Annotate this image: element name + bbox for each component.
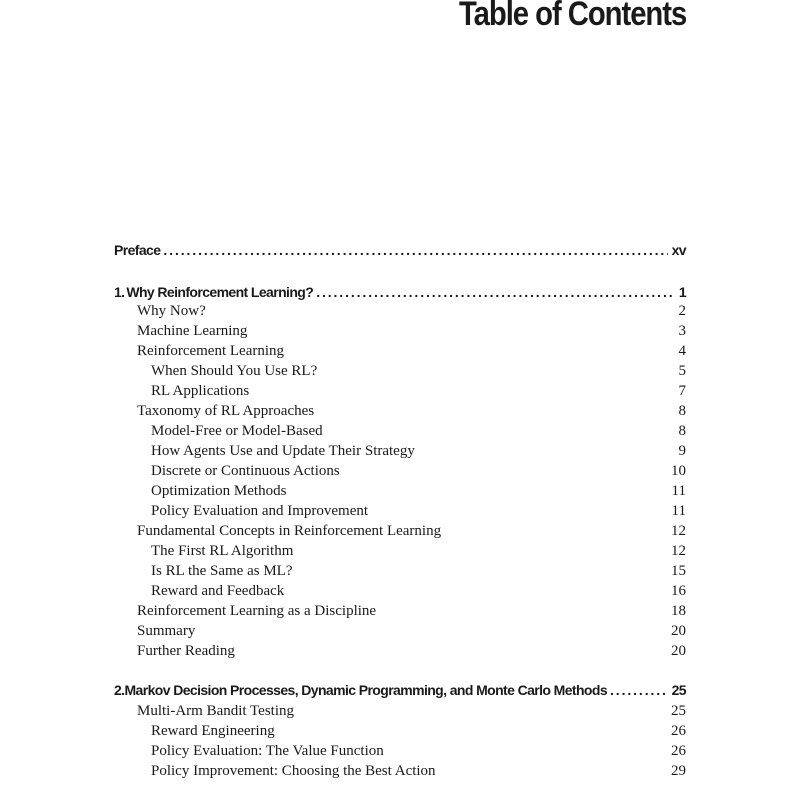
toc-subsection[interactable] bbox=[114, 721, 686, 741]
subsection-title: Policy Evaluation and Improvement bbox=[151, 503, 369, 519]
dot-leader bbox=[163, 240, 667, 260]
dot-leader bbox=[610, 680, 668, 700]
toc-page-number: 7 bbox=[678, 383, 686, 399]
section-title: Fundamental Concepts in Reinforcement Learning bbox=[137, 523, 442, 539]
toc-page-number: 10 bbox=[671, 463, 686, 479]
toc-page-number: 25 bbox=[671, 682, 686, 698]
subsection-title: When Should You Use RL? bbox=[151, 363, 318, 379]
toc-page-number: 25 bbox=[671, 703, 686, 719]
subsection-title: Policy Improvement: Choosing the Best Action bbox=[151, 763, 436, 779]
toc-page-number: 15 bbox=[671, 563, 686, 579]
toc-page-number: 16 bbox=[671, 583, 686, 599]
toc-section[interactable] bbox=[114, 641, 686, 661]
toc-preface[interactable] bbox=[114, 240, 686, 260]
toc-page-number: 1 bbox=[678, 284, 686, 300]
subsection-title: RL Applications bbox=[151, 383, 250, 399]
dot-leader bbox=[316, 282, 675, 302]
subsection-title: Reward and Feedback bbox=[151, 583, 285, 599]
toc-page-number: 5 bbox=[678, 363, 686, 379]
toc-subsection[interactable] bbox=[114, 381, 686, 401]
toc-page-number: 3 bbox=[678, 323, 686, 339]
section-title: Taxonomy of RL Approaches bbox=[137, 403, 315, 419]
toc-section[interactable] bbox=[114, 701, 686, 721]
toc-page-number: 9 bbox=[678, 443, 686, 459]
toc-page-number: 8 bbox=[678, 423, 686, 439]
subsection-title: Policy Evaluation: The Value Function bbox=[151, 743, 384, 759]
toc-chapter[interactable] bbox=[114, 680, 686, 700]
toc-entry-title: Preface bbox=[114, 242, 161, 258]
subsection-title: Discrete or Continuous Actions bbox=[151, 463, 340, 479]
toc-page-number: 20 bbox=[671, 623, 686, 639]
toc-section[interactable] bbox=[114, 401, 686, 421]
section-title: Summary bbox=[137, 623, 196, 639]
toc-subsection[interactable] bbox=[114, 441, 686, 461]
toc-section[interactable] bbox=[114, 321, 686, 341]
section-title: Machine Learning bbox=[137, 323, 248, 339]
subsection-title: Is RL the Same as ML? bbox=[151, 563, 293, 579]
toc-subsection[interactable] bbox=[114, 421, 686, 441]
toc-subsection[interactable] bbox=[114, 461, 686, 481]
toc-chapter[interactable] bbox=[114, 282, 686, 302]
toc-page-number: 26 bbox=[671, 743, 686, 759]
toc-page-number: 26 bbox=[671, 723, 686, 739]
chapter-number: 1. bbox=[114, 284, 125, 300]
toc-subsection[interactable] bbox=[114, 541, 686, 561]
toc-section[interactable] bbox=[114, 301, 686, 321]
toc-page-number: 12 bbox=[671, 523, 686, 539]
toc-section[interactable] bbox=[114, 621, 686, 641]
section-title: Further Reading bbox=[137, 643, 235, 659]
chapter-title: Why Reinforcement Learning? bbox=[126, 284, 314, 300]
section-title: Reinforcement Learning as a Discipline bbox=[137, 603, 377, 619]
toc-page-number: xv bbox=[671, 242, 686, 258]
toc-page-number: 29 bbox=[671, 763, 686, 779]
page-title: Table of Contents bbox=[458, 0, 686, 33]
toc-section[interactable] bbox=[114, 601, 686, 621]
toc-section[interactable] bbox=[114, 521, 686, 541]
section-title: Reinforcement Learning bbox=[137, 343, 285, 359]
section-title: Why Now? bbox=[137, 303, 206, 319]
toc-page-number: 2 bbox=[678, 303, 686, 319]
toc-section[interactable] bbox=[114, 341, 686, 361]
toc-page-number: 18 bbox=[671, 603, 686, 619]
section-title: Multi-Arm Bandit Testing bbox=[137, 703, 295, 719]
toc-page-number: 20 bbox=[671, 643, 686, 659]
toc-subsection[interactable] bbox=[114, 561, 686, 581]
subsection-title: Model-Free or Model-Based bbox=[151, 423, 323, 439]
subsection-title: The First RL Algorithm bbox=[151, 543, 294, 559]
toc-subsection[interactable] bbox=[114, 581, 686, 601]
chapter-number: 2. bbox=[114, 682, 125, 698]
chapter-title: Markov Decision Processes, Dynamic Programming, and Monte Carlo Methods bbox=[124, 682, 608, 698]
toc-page-number: 8 bbox=[678, 403, 686, 419]
toc-page-number: 11 bbox=[671, 483, 686, 499]
toc-subsection[interactable] bbox=[114, 481, 686, 501]
toc-subsection[interactable] bbox=[114, 761, 686, 781]
table-of-contents bbox=[114, 0, 686, 800]
toc-page-number: 11 bbox=[671, 503, 686, 519]
subsection-title: How Agents Use and Update Their Strategy bbox=[151, 443, 415, 459]
toc-subsection[interactable] bbox=[114, 741, 686, 761]
toc-page-number: 12 bbox=[671, 543, 686, 559]
toc-page-number: 4 bbox=[678, 343, 686, 359]
toc-subsection[interactable] bbox=[114, 361, 686, 381]
subsection-title: Reward Engineering bbox=[151, 723, 275, 739]
subsection-title: Optimization Methods bbox=[151, 483, 287, 499]
toc-subsection[interactable] bbox=[114, 501, 686, 521]
